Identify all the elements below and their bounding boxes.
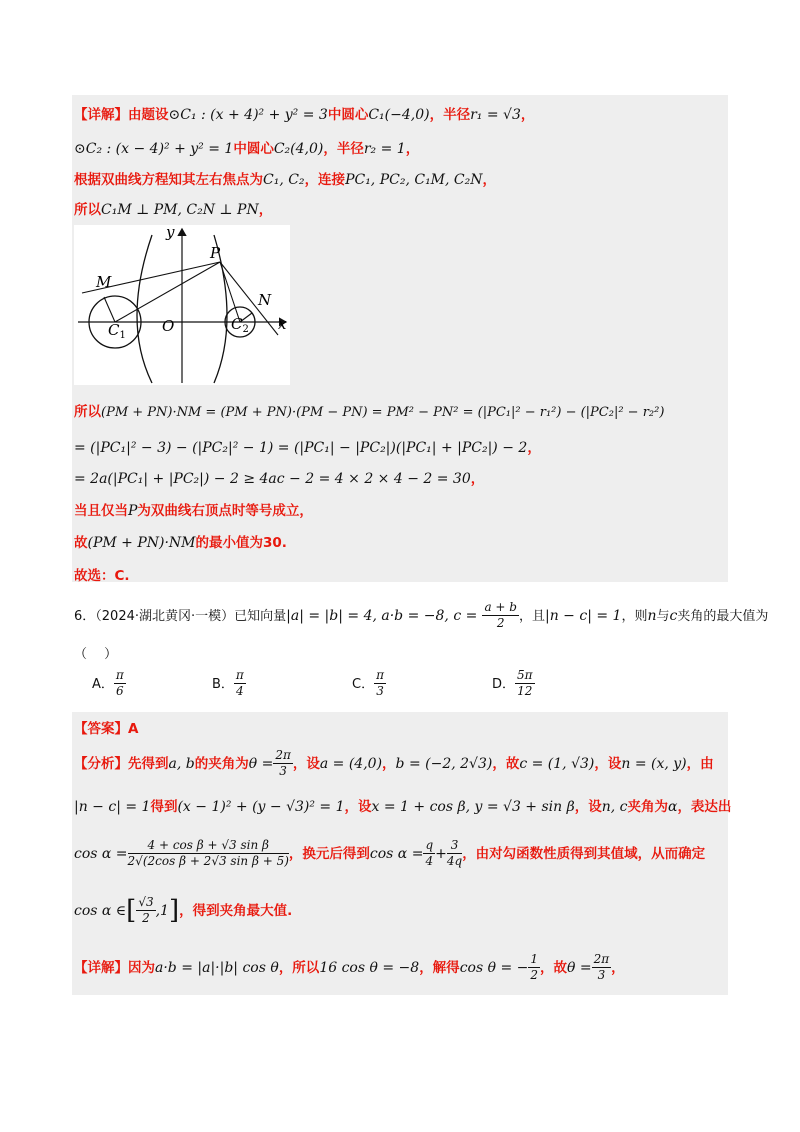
hyperbola-diagram: [74, 225, 290, 385]
label-c2: $C_2$: [231, 315, 249, 335]
label-p: P: [210, 244, 221, 262]
line-pc1: [115, 262, 220, 322]
option-b[interactable]: B． $\frac{\pi}{4}$: [212, 668, 244, 698]
detail-line-2: ⊙C₂ : (x − 4)² + y² = 1中圆心C₂(4,0)，半径r₂ = 1，: [74, 141, 420, 157]
detail-line-6: = (|PC₁|² − 3) − (|PC₂|² − 1) = (|PC₁| − |PC₂|)(|PC₁| + |PC₂|) − 2，: [74, 440, 541, 456]
label-c1: $C_1$: [108, 321, 126, 341]
analysis-line-2: |n − c| = 1得到(x − 1)² + (y − √3)² = 1，设x = 1 + cos β, y = √3 + sin β，设n, c夹角为α，表达出: [74, 799, 732, 815]
question-6-paren: （ ）: [74, 647, 118, 662]
line-pc2: [220, 262, 240, 322]
option-c[interactable]: C． $\frac{\pi}{3}$: [352, 668, 384, 698]
option-a[interactable]: A． $\frac{\pi}{6}$: [92, 668, 124, 698]
left-branch: [137, 235, 152, 383]
label-n: N: [258, 291, 272, 309]
detail-6-line-1: 【详解】因为a·b = |a|·|b| cos θ，所以16 cos θ = −8，解得cos θ = − $\frac{1}{2}$ ，故θ = $\frac{2\pi}{3}$ ，: [74, 952, 625, 982]
answer-6: 【答案】A: [74, 721, 139, 737]
line-c1m: [104, 297, 115, 322]
question-6-stem: 6．（2024·湖北黄冈·一模）已知向量|a| = |b| = 4, a·b = −8, c = $\frac{a + b}{2}$ ，且|n − c| = 1，则n与c夹角的最大值为: [74, 600, 769, 630]
label-o: O: [162, 317, 175, 335]
analysis-line-3: cos α = $\frac{\text{4 + cos β + √3 sin β}}{\text{2√(2cos β + 2√3 sin β + 5)}}$ ，换元后得到cos α = $\frac{q}{4}$ + $\frac{3}{4q}$ ，由对勾函数性质得到其值域，从而确定: [74, 838, 706, 868]
detail-line-3: 根据双曲线方程知其左右焦点为C₁, C₂，连接PC₁, PC₂, C₁M, C₂N，: [74, 172, 496, 188]
detail-line-4: 所以C₁M ⊥ PM, C₂N ⊥ PN，: [74, 202, 273, 218]
analysis-line-4: cos α ∈[ $\frac{√3}{2}$ ,1]，得到夹角最大值.: [74, 895, 293, 926]
detail-line-9: 故(PM + PN)·NM的最小值为30.: [74, 535, 287, 551]
analysis-line-1: 【分析】先得到a, b的夹角为θ = $\frac{2\pi}{3}$ ，设a = (4,0)，b = (−2, 2√3)，故c = (1, √3)，设n = (x, y)，由: [74, 748, 714, 778]
label-y: y: [166, 225, 175, 241]
cos-alpha-fraction: $\frac{\text{4 + cos β + √3 sin β}}{\text{2√(2cos β + 2√3 sin β + 5)}}$: [127, 838, 289, 868]
detail-tag: 【详解】: [74, 107, 128, 123]
option-d[interactable]: D． $\frac{5\pi}{12}$: [492, 668, 533, 698]
detail-line-8: 当且仅当P为双曲线右顶点时等号成立，: [74, 503, 313, 519]
detail-line-5: 所以(PM + PN)·NM = (PM + PN)·(PM − PN) = PM² − PN² = (|PC₁|² − r₁²) − (|PC₂|² − r₂²): [74, 404, 665, 420]
hyperbola-figure: [74, 225, 290, 385]
c-fraction: $\frac{a + b}{2}$: [484, 600, 517, 630]
detail-line-10: 故选：C.: [74, 568, 130, 584]
label-x: x: [278, 315, 287, 333]
detail-line-7: = 2a(|PC₁| + |PC₂|) − 2 ≥ 4ac − 2 = 4 × 2 × 4 − 2 = 30，: [74, 471, 485, 487]
label-m: M: [96, 273, 112, 291]
detail-line-1: 【详解】由题设⊙C₁ : (x + 4)² + y² = 3中圆心C₁(−4,0)，半径r₁ = √3，: [74, 107, 535, 123]
